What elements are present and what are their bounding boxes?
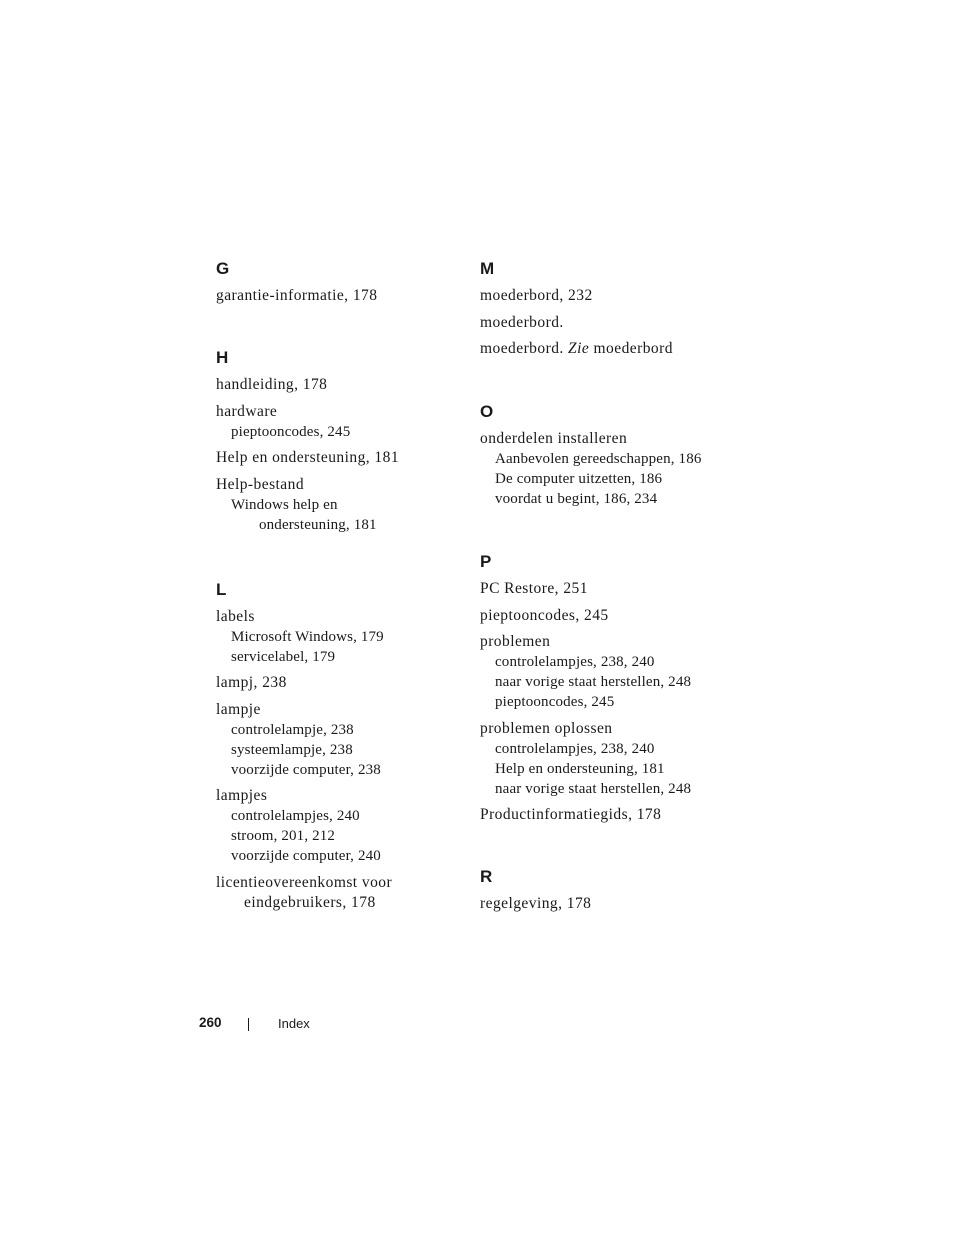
entry-term-cross-reference <box>480 339 730 359</box>
index-entry <box>216 873 456 913</box>
entry-term: problemen <box>480 633 551 650</box>
index-section-p <box>480 551 730 825</box>
section-letter: O <box>480 402 494 421</box>
entry-term: lampje <box>216 700 261 718</box>
entry-subterm: Windows help en <box>231 496 338 513</box>
entry-term-continuation: eindgebruikers, 178 <box>244 893 376 911</box>
see-reference-target: moederbord <box>589 340 673 357</box>
entry-subterm: controlelampjes, 238, 240 <box>495 740 655 757</box>
index-entry <box>216 786 456 866</box>
index-entry <box>480 579 730 599</box>
entry-subterm: controlelampje, 238 <box>231 721 354 738</box>
index-entry <box>216 700 456 780</box>
entry-subterm: servicelabel, 179 <box>231 648 336 665</box>
entry-term: pieptooncodes, 245 <box>480 606 609 624</box>
index-entry <box>480 894 730 914</box>
entry-subterm: voorzijde computer, 238 <box>231 761 381 778</box>
footer-section-title: Index <box>278 1016 310 1031</box>
index-entry <box>480 606 730 626</box>
entry-term: problemen oplossen <box>480 719 613 737</box>
page-number: 260 <box>199 1015 222 1030</box>
index-column-left <box>216 258 456 955</box>
section-letter: H <box>216 348 229 367</box>
index-section-l <box>216 579 456 913</box>
entry-term: Help-bestand <box>216 475 305 493</box>
entry-term: lampjes <box>216 787 268 804</box>
entry-term: moederbord, 232 <box>480 287 593 304</box>
index-entry <box>480 719 730 799</box>
index-entry <box>216 286 456 306</box>
entry-subterm: systeemlampje, 238 <box>231 741 353 758</box>
index-entry <box>216 448 456 468</box>
entry-subterm: Aanbevolen gereedschappen, 186 <box>495 451 702 467</box>
section-letter: P <box>480 552 492 571</box>
entry-subterm: controlelampjes, 238, 240 <box>495 654 655 670</box>
entry-subterm: naar vorige staat herstellen, 248 <box>495 780 692 797</box>
section-letter: G <box>216 259 230 278</box>
section-letter: M <box>480 259 495 278</box>
index-entry <box>216 375 456 395</box>
entry-term: licentieovereenkomst voor <box>216 873 393 891</box>
entry-term-text: moederbord. <box>480 340 569 357</box>
entry-subterm: Microsoft Windows, 179 <box>231 628 384 645</box>
entry-subterm: naar vorige staat herstellen, 248 <box>495 674 692 690</box>
entry-term: regelgeving, 178 <box>480 895 592 912</box>
entry-subterm: voorzijde computer, 240 <box>231 848 381 864</box>
footer-separator <box>248 1018 249 1031</box>
entry-term: Help en ondersteuning, 181 <box>216 449 400 466</box>
entry-term: Productinformatiegids, 178 <box>480 806 662 823</box>
entry-term: lampj, 238 <box>216 674 287 691</box>
index-entry <box>480 429 730 509</box>
index-entry <box>216 607 456 667</box>
entry-term: PC Restore, 251 <box>480 580 588 597</box>
entry-subterm: voordat u begint, 186, 234 <box>495 491 658 507</box>
section-letter: L <box>216 579 227 599</box>
index-section-r <box>480 866 730 914</box>
entry-subterm: De computer uitzetten, 186 <box>495 471 663 487</box>
index-section-o <box>480 401 730 509</box>
index-column-right <box>480 258 730 956</box>
entry-subterm: pieptooncodes, 245 <box>231 423 351 440</box>
index-entry <box>480 313 730 333</box>
entry-term: garantie-informatie, 178 <box>216 287 378 304</box>
index-entry <box>216 475 456 535</box>
index-entry <box>480 805 730 825</box>
index-section-h <box>216 347 456 535</box>
index-entry <box>480 286 730 306</box>
page-footer <box>0 1015 954 1035</box>
entry-term: moederbord. <box>480 313 564 331</box>
index-entry <box>480 632 730 712</box>
entry-term: onderdelen installeren <box>480 430 628 447</box>
index-entry <box>480 339 730 359</box>
section-letter: R <box>480 867 493 886</box>
index-entry <box>216 402 456 442</box>
index-section-m <box>480 258 730 359</box>
entry-subterm: Help en ondersteuning, 181 <box>495 760 665 777</box>
index-section-g <box>216 258 456 306</box>
entry-subterm: stroom, 201, 212 <box>231 828 336 844</box>
entry-term: handleiding, 178 <box>216 376 328 393</box>
entry-term: labels <box>216 607 255 625</box>
entry-subterm-continuation: ondersteuning, 181 <box>259 516 377 533</box>
index-entry <box>216 673 456 693</box>
entry-term: hardware <box>216 402 278 420</box>
see-reference-label: Zie <box>568 340 590 357</box>
entry-subterm: controlelampjes, 240 <box>231 808 360 824</box>
entry-subterm: pieptooncodes, 245 <box>495 694 615 710</box>
